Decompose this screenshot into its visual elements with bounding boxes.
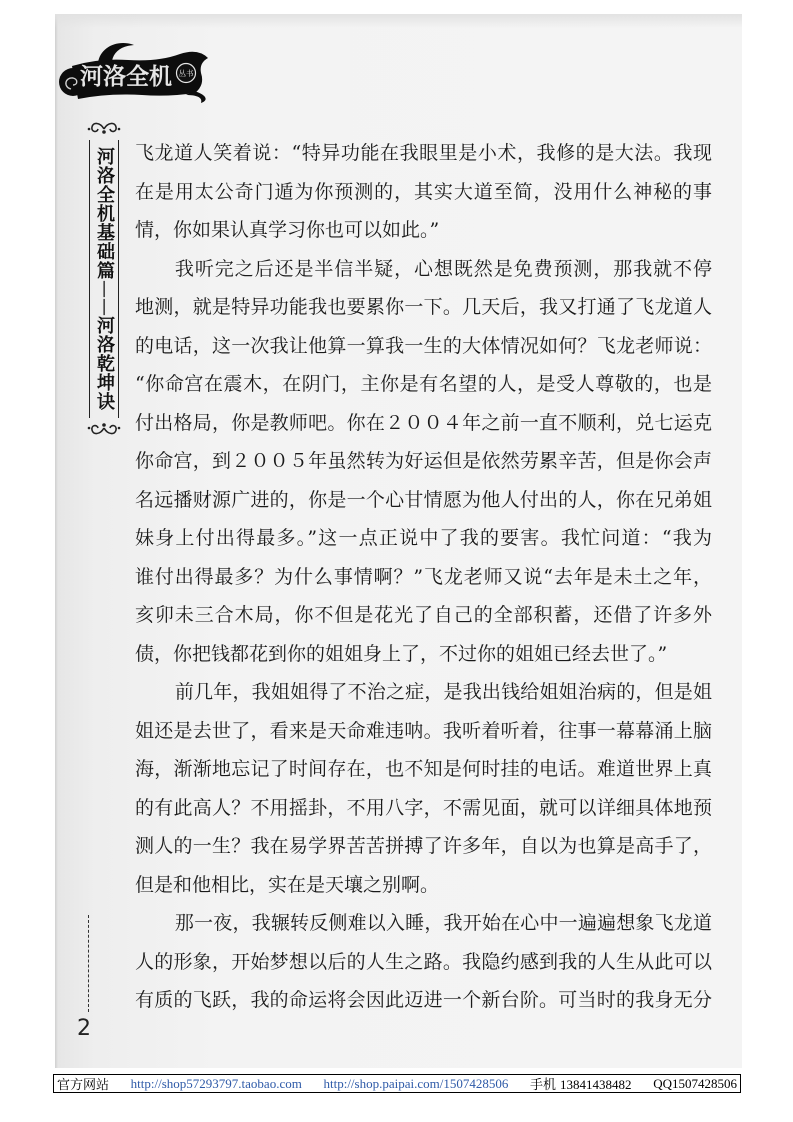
paragraph: [135, 134, 712, 250]
text-line: 情，你如果认真学习你也可以如此。”: [135, 219, 440, 241]
text-line: 地测，就是特异功能我也要累你一下。几天后，我又打通了飞龙道人: [135, 296, 712, 318]
banner-title: 河洛全机: [80, 63, 172, 90]
text-line: 测人的一生？我在易学界苦苦拼搏了许多年，自以为也算是高手了，: [135, 835, 712, 857]
phone-label: 手机: [530, 1077, 557, 1092]
text-line: 妹身上付出得最多。”这一点正说中了我的要害。我忙问道：“我为: [135, 527, 712, 549]
text-line: 我听完之后还是半信半疑，心想既然是免费预测，那我就不停: [174, 257, 712, 280]
text-line: 那一夜，我辗转反侧难以入睡，我开始在心中一遍遍想象飞龙道: [174, 912, 712, 934]
qq-number: QQ1507428506: [653, 1075, 737, 1091]
series-banner: [58, 36, 210, 104]
paragraph: [135, 250, 712, 674]
paragraph: [135, 904, 712, 1020]
text-line: 亥卯未三合木局，你不但是花光了自己的全部积蓄，还借了许多外: [135, 604, 712, 626]
text-line: 付出格局，你是教师吧。你在２００４年之前一直不顺利，兑七运克: [135, 411, 712, 434]
paipai-shop-link[interactable]: http://shop.paipai.com/1507428506: [323, 1075, 509, 1091]
paragraph: [135, 673, 712, 904]
text-line: 的电话，这一次我让他算一算我一生的大体情况如何？飞龙老师说：: [135, 334, 712, 357]
scroll-ornament-icon: [87, 421, 121, 437]
sidebar-vertical-title: [91, 147, 117, 411]
text-line: 债，你把钱都花到你的姐姐身上了，不过你的姐姐已经去世了。”: [135, 642, 668, 665]
text-line: 你命宫，到２００５年虽然转为好运但是依然劳累辛苦，但是你会声: [135, 450, 712, 472]
text-line: “你命宫在震木，在阴门，主你是有名望的人，是受人尊敬的，也是: [135, 373, 712, 395]
phone-info: [530, 1074, 632, 1093]
series-sidebar: [89, 140, 119, 418]
sidebar-separator: ——: [94, 280, 115, 316]
series-badge-label: 丛书: [178, 68, 194, 78]
sidebar-book-title: 河洛乾坤诀: [94, 316, 115, 411]
taobao-shop-link[interactable]: http://shop57293797.taobao.com: [130, 1075, 302, 1091]
margin-dashed-rule: [88, 915, 89, 1012]
body-text: [135, 134, 712, 1020]
footer-bar: [53, 1074, 741, 1093]
scroll-ornament-icon: [87, 120, 121, 136]
text-line: 但是和他相比，实在是天壤之别啊。: [135, 873, 440, 896]
text-line: 姐还是去世了，看来是天命难违呐。我听着听着，往事一幕幕涌上脑: [135, 719, 712, 742]
text-line: 前几年，我姐姐得了不治之症，是我出钱给姐姐治病的，但是姐: [174, 681, 712, 703]
text-line: 在是用太公奇门遁为你预测的，其实大道至简，没用什么神秘的事: [135, 180, 712, 203]
text-line: 谁付出得最多？为什么事情啊？”飞龙老师又说“去年是未土之年，: [135, 565, 712, 588]
text-line: 有质的飞跃，我的命运将会因此迈进一个新台阶。可当时的我身无分: [135, 989, 712, 1011]
text-line: 的有此高人？不用摇卦，不用八字，不需见面，就可以详细具体地预: [135, 796, 712, 819]
text-line: 飞龙道人笑着说：“特异功能在我眼里是小术，我修的是大法。我现: [135, 142, 712, 164]
phone-number: 13841438482: [560, 1077, 632, 1092]
sidebar-series-title: 河洛全机基础篇: [94, 147, 115, 280]
footer-label: 官方网站: [57, 1077, 110, 1092]
text-line: 人的形象，开始梦想以后的人生之路。我隐约感到我的人生从此可以: [135, 950, 712, 973]
text-line: 海，渐渐地忘记了时间存在，也不知是何时挂的电话。难道世界上真: [135, 758, 712, 780]
page-number: 2: [77, 1016, 91, 1041]
text-line: 名远播财源广进的，你是一个心甘情愿为他人付出的人，你在兄弟姐: [135, 488, 712, 511]
